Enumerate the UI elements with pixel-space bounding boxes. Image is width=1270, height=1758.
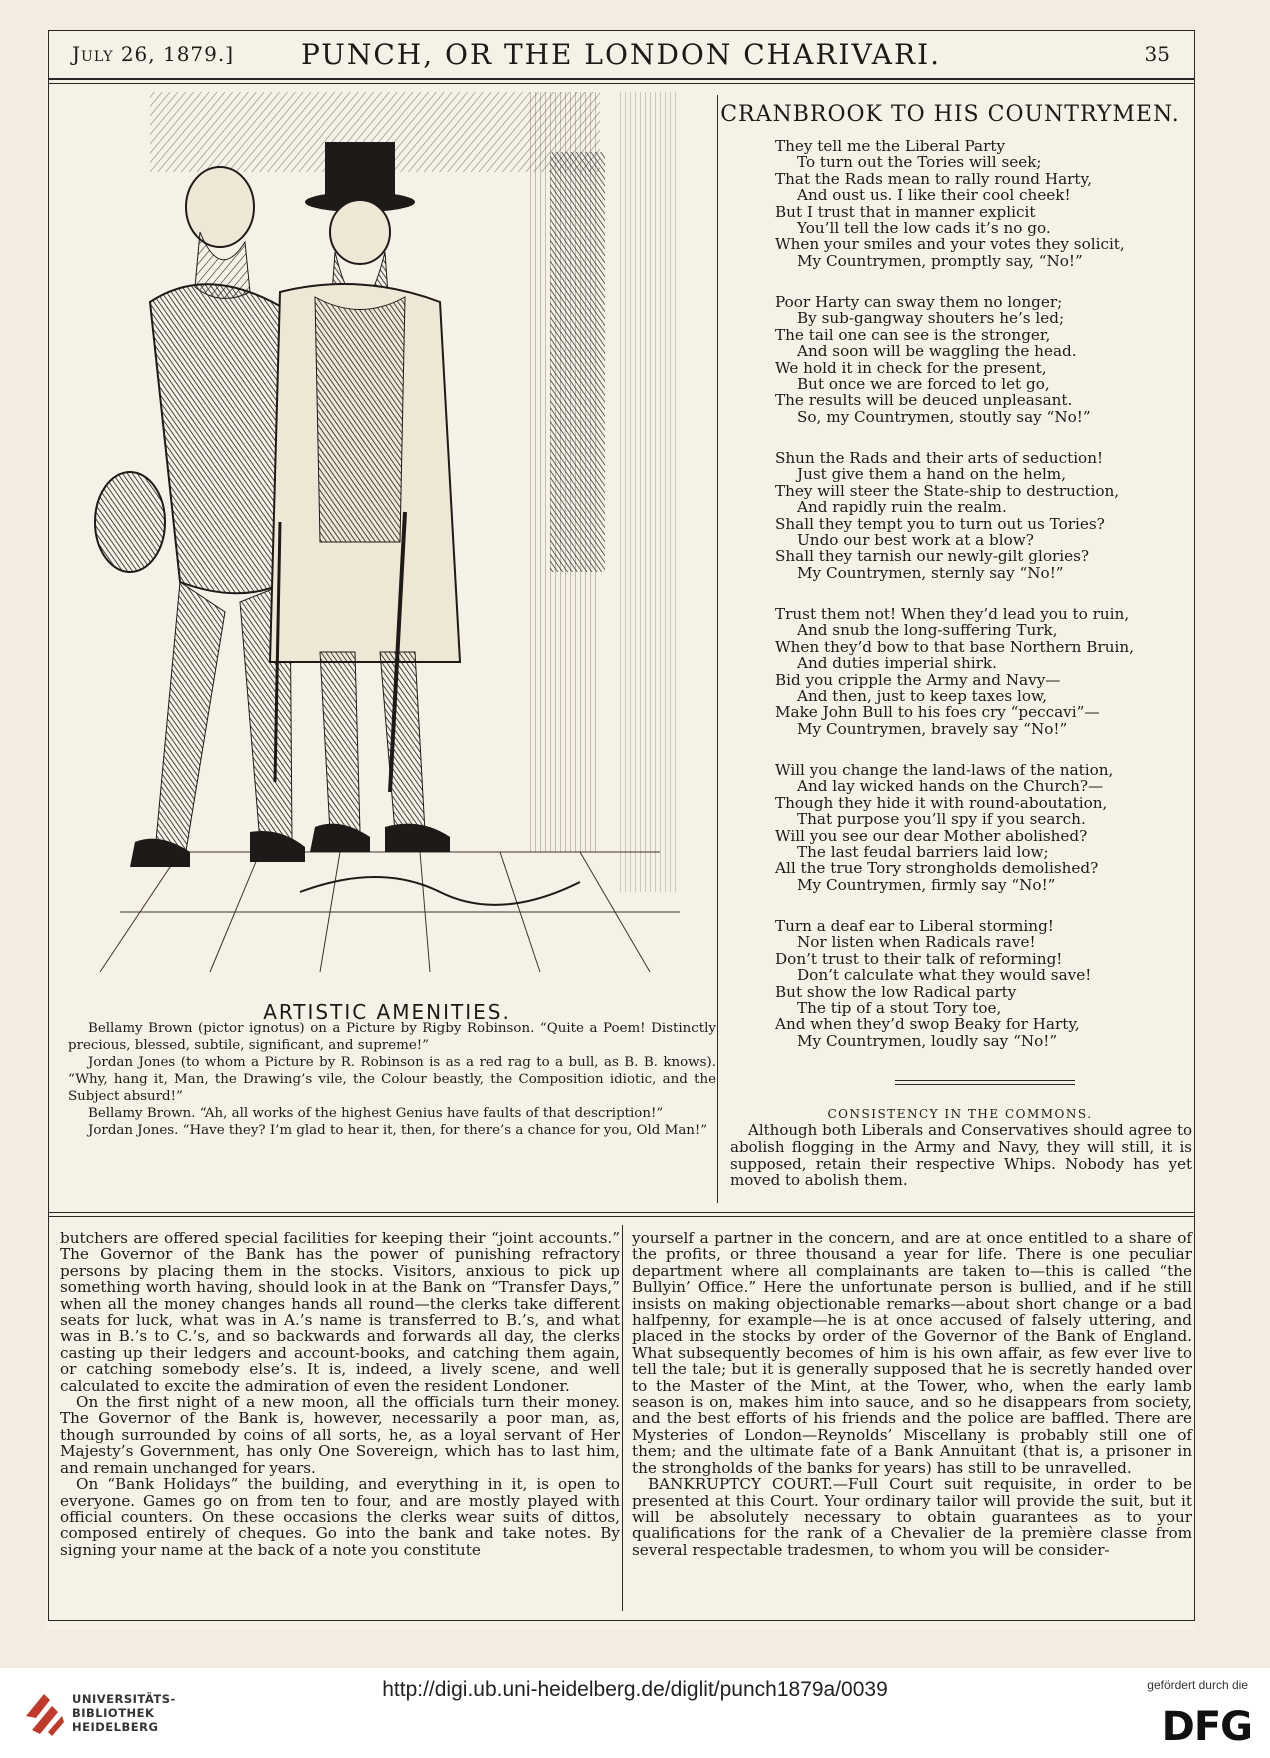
poem-line: Though they hide it with round-aboutation,: [775, 793, 1108, 812]
poem-line: And duties imperial shirk.: [797, 654, 997, 673]
poem-line: Don’t trust to their talk of reforming!: [775, 949, 1063, 968]
poem-line: The last feudal barriers laid low;: [797, 843, 1049, 862]
poem-line: You’ll tell the low cads it’s no go.: [797, 219, 1051, 238]
poem-line: Shun the Rads and their arts of seduction!: [775, 449, 1104, 467]
poem-line: Turn a deaf ear to Liberal storming!: [775, 917, 1054, 935]
poem-stanza: [775, 918, 1195, 1049]
cartoon-illustration: [60, 92, 715, 992]
article-column-right: [632, 1230, 1192, 1558]
poem-line: But I trust that in manner explicit: [775, 202, 1036, 221]
poem-line: All the true Tory strongholds demolished?: [775, 859, 1099, 878]
poem-line: We hold it in check for the present,: [775, 358, 1047, 377]
poem-line: And lay wicked hands on the Church?—: [797, 777, 1104, 796]
poem-line: When they’d bow to that base Northern Bruin,: [775, 637, 1134, 656]
poem-line: Trust them not! When they’d lead you to ruin,: [775, 605, 1130, 623]
artist-signature: [300, 877, 580, 905]
column-divider: [717, 95, 718, 1203]
floorboards: [100, 852, 680, 972]
dfg-logo: DFG: [1161, 1704, 1252, 1750]
caption-line: Bellamy Brown. “Ah, all works of the highest Genius have faults of that description!”: [88, 1106, 664, 1121]
cartoon-caption: [68, 1020, 716, 1139]
poem-line: Shall they tarnish our newly-gilt glories?: [775, 547, 1090, 566]
picture-frame: [550, 152, 605, 572]
poem-line: Poor Harty can sway them no longer;: [775, 293, 1063, 311]
poem-line: And rapidly ruin the realm.: [797, 498, 1007, 517]
poem-line: That purpose you’ll spy if you search.: [797, 810, 1086, 829]
page-frame-top: [48, 30, 1195, 31]
poem-line: Undo our best work at a blow?: [797, 531, 1034, 550]
institution-line: UNIVERSITÄTS-: [72, 1692, 176, 1706]
poem-line: My Countrymen, sternly say “No!”: [797, 563, 1064, 582]
poem-line: Just give them a hand on the helm,: [797, 465, 1067, 484]
article-paragraph: butchers are offered special facilities for keeping their “joint accounts.” The Governor of the Bank has the power of punishing refractory persons by placing them in the stocks. Visitors, anxious to pick up something worth having, should look in at the Bank on “Transfer Days,” when all the money changes hands all round—the clerks take different seats for luck, what was in A.’s name is transferred to B.’s, and what was in B.’s to C.’s, and so backwards and forwards all day, the clerks casting up their ledgers and account-books, and catching them again, or catching somebody else’s. It is, indeed, a lively scene, and well calculated to excite the admiration of even the resident Londoner.: [60, 1229, 620, 1395]
institution-line: BIBLIOTHEK: [72, 1706, 155, 1720]
poem-line: And soon will be waggling the head.: [797, 342, 1077, 361]
poem-line: The tip of a stout Tory toe,: [797, 999, 1002, 1018]
poem-line: By sub-gangway shouters he’s led;: [797, 309, 1065, 328]
poem-line: When your smiles and your votes they solicit,: [775, 235, 1125, 254]
consistency-paragraph: [730, 1122, 1192, 1189]
article-paragraph: yourself a partner in the concern, and are at once entitled to a share of the profits, or three thousand a year for life. There is one peculiar department where all complainants are taken to—this is called “the Bullyin’ Office.” Here the unfortunate person is bullied, and if he still insists on making objectionable remarks—about short change or a bad halfpenny, for example—he is at once accused of falsely uttering, and placed in the stocks by order of the Governor of the Bank of England. What subsequently becomes of him is his own affair, as few ever live to tell the tale; but it is generally supposed that he is secretly handed over to the Master of the Mint, at the Tower, who, when the early lamb season is on, makes him into sauce, and so he disappears from society, and the best efforts of his friends and the police are baffled. There are Mysteries of London—Reynolds’ Miscellany is probably still one of them; and the ultimate fate of a Bank Annuitant (that is, a prisoner in the strongholds of the banks for years) has still to be unravelled.: [632, 1229, 1192, 1477]
poem-line: Shall they tempt you to turn out us Tories?: [775, 514, 1105, 533]
section-rule: [48, 1212, 1194, 1213]
poem-line: The tail one can see is the stronger,: [775, 325, 1051, 344]
poem-line: And then, just to keep taxes low,: [797, 687, 1047, 706]
poem-line: To turn out the Tories will seek;: [797, 153, 1042, 172]
poem-stanza: [775, 762, 1195, 893]
poem-line: That the Rads mean to rally round Harty,: [775, 169, 1092, 188]
poem-line: They tell me the Liberal Party: [775, 137, 1006, 155]
poem-end-rule: [895, 1080, 1075, 1081]
poem-stanza: [775, 450, 1195, 581]
page-frame-bottom: [48, 1620, 1195, 1621]
poem-line: Will you change the land-laws of the nation,: [775, 761, 1114, 779]
poem-line: And when they’d swop Beaky for Harty,: [775, 1015, 1080, 1034]
caption-line: Jordan Jones. “Have they? I’m glad to hear it, then, for there’s a chance for you, Old Man!”: [88, 1123, 708, 1138]
article-paragraph: On “Bank Holidays” the building, and everything in it, is open to everyone. Games go on from ten to four, and are mostly played with official counters. On these occasions the clerks wear suits of dittos, composed entirely of cheques. Go into the bank and take notes. By signing your name at the back of a note you constitute: [60, 1475, 620, 1559]
header-rule-2: [48, 83, 1194, 84]
article-paragraph: On the first night of a new moon, all the officials turn their money. The Governor of the Bank is, however, necessarily a poor man, as, though surrounded by coins of all sorts, he, as a loyal servant of Her Majesty’s Government, has only One Sovereign, which has to last him, and remain unchanged for years.: [60, 1393, 620, 1477]
poem-line: My Countrymen, loudly say “No!”: [797, 1031, 1058, 1050]
poem-line: But show the low Radical party: [775, 982, 1017, 1001]
poem-line: My Countrymen, bravely say “No!”: [797, 719, 1068, 738]
page-frame-left: [48, 30, 49, 1620]
header-rule: [48, 78, 1194, 80]
article-column-left: [60, 1230, 620, 1558]
figure-jordan-jones: [270, 142, 460, 852]
poem-stanza: [775, 138, 1195, 269]
page-number: 35: [1144, 42, 1170, 66]
door-frame: [620, 92, 680, 892]
poem-line: And snub the long-suffering Turk,: [797, 621, 1058, 640]
bottom-column-divider: [622, 1225, 623, 1611]
article-paragraph: BANKRUPTCY COURT.—Full Court suit requisite, in order to be presented at this Court. Your ordinary tailor will provide the suit, but it will be absolutely necessary to obtain guarantees as to your qualifications for the rank of a Chevalier de la première classe from several respectable tradesmen, to whom you will be consider-: [632, 1475, 1192, 1559]
poem-line: The results will be deuced unpleasant.: [775, 391, 1073, 410]
publication-title: PUNCH, OR THE LONDON CHARIVARI.: [300, 38, 942, 71]
footer-bar: [0, 1668, 1270, 1758]
poem-line: My Countrymen, promptly say, “No!”: [797, 251, 1083, 270]
consistency-title: CONSISTENCY IN THE COMMONS.: [827, 1107, 1093, 1121]
poem-stanza: [775, 294, 1195, 425]
poem-line: Nor listen when Radicals rave!: [797, 933, 1036, 952]
poem-title: CRANBROOK TO HIS COUNTRYMEN.: [720, 102, 1180, 127]
poem-line: My Countrymen, firmly say “No!”: [797, 875, 1056, 894]
section-rule-2: [48, 1216, 1194, 1217]
poem-line: But once we are forced to let go,: [797, 375, 1050, 394]
page-header: [48, 38, 1194, 78]
sponsor-text: gefördert durch die: [1147, 1678, 1248, 1692]
poem-line: Bid you cripple the Army and Navy—: [775, 670, 1061, 689]
poem-line: Make John Bull to his foes cry “peccavi”—: [775, 703, 1100, 722]
poem-line: Will you see our dear Mother abolished?: [775, 826, 1088, 845]
caption-line: Bellamy Brown (pictor ignotus) on a Picture by Rigby Robinson. “Quite a Poem! Distinctly precious, blessed, subtile, significant, and supreme!”: [68, 1021, 716, 1053]
poem-stanza: [775, 606, 1195, 737]
poem-line: Don’t calculate what they would save!: [797, 966, 1092, 985]
caption-line: Jordan Jones (to whom a Picture by R. Robinson is as a red rag to a bull, as B. B. knows). “Why, hang it, Man, the Drawing’s vile, the Colour beastly, the Composition idiotic, and the Subject absurd!”: [68, 1055, 716, 1104]
poem-end-rule-2: [895, 1084, 1075, 1085]
poem-line: They will steer the State-ship to destruction,: [775, 481, 1120, 500]
institution-line: HEIDELBERG: [72, 1720, 159, 1734]
hat-in-hand: [95, 472, 165, 572]
poem-line: So, my Countrymen, stoutly say “No!”: [797, 407, 1091, 426]
source-url-link[interactable]: http://digi.ub.uni-heidelberg.de/diglit/punch1879a/0039: [382, 1678, 888, 1701]
consistency-text: Although both Liberals and Conservatives should agree to abolish flogging in the Army and Navy, they will still, it is supposed, retain their respective Whips. Nobody has yet moved to abolish them.: [730, 1121, 1192, 1190]
cartoon-title: ARTISTIC AMENITIES.: [263, 1000, 511, 1024]
poem-line: And oust us. I like their cool cheek!: [797, 186, 1071, 205]
issue-date: July 26, 1879.]: [72, 42, 235, 66]
